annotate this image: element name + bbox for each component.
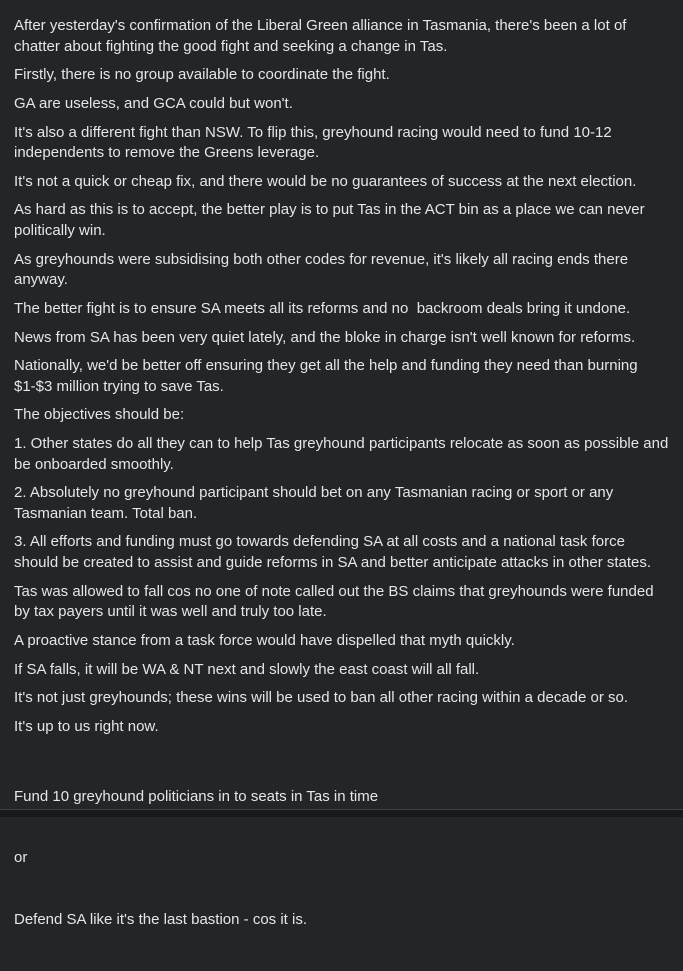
post-paragraph: It's not just greyhounds; these wins will be used to ban all other racing within a decade or so. [14, 689, 629, 707]
closing-line: Defend SA like it's the last bastion - cos it is. [14, 910, 307, 928]
post-paragraph: After yesterday's confirmation of the Liberal Green alliance in Tasmania, there's been a lot of chatter about fighting the good fight and seeking a change in Tas. [14, 17, 631, 55]
post-paragraph: Tas was allowed to fall cos no one of note called out the BS claims that greyhounds were funded by tax payers until it was well and truly too late. [14, 582, 658, 621]
post-paragraph: As hard as this is to accept, the better play is to put Tas in the ACT bin as a place we can never politically win. [14, 201, 649, 239]
post-paragraph: It's up to us right now. [14, 717, 159, 735]
post-paragraph: GA are useless, and GCA could but won't. [14, 94, 293, 112]
post-paragraph: Firstly, there is no group available to coordinate the fight. [14, 66, 390, 84]
post-paragraph: It's also a different fight than NSW. To flip this, greyhound racing would need to fund 10-12 independents to remove the Greens leverage. [14, 123, 616, 162]
post-closing-paragraph [14, 746, 669, 971]
post-paragraph: Nationally, we'd be better off ensuring they get all the help and funding they need than burning $1-$3 million trying to save Tas. [14, 357, 642, 395]
post-paragraph: A proactive stance from a task force would have dispelled that myth quickly. [14, 631, 515, 649]
post-paragraph: 1. Other states do all they can to help Tas greyhound participants relocate as soon as possible and be onboarded smoothly. [14, 435, 673, 473]
post-paragraph: If SA falls, it will be WA & NT next and slowly the east coast will all fall. [14, 660, 480, 678]
post-paragraph: The better fight is to ensure SA meets all its reforms and no backroom deals bring it undone. [14, 299, 631, 317]
post-divider [0, 809, 683, 817]
post-paragraph: News from SA has been very quiet lately, and the bloke in charge isn't well known for reforms. [14, 328, 636, 346]
post-paragraph: The objectives should be: [14, 406, 185, 424]
post-paragraph: As greyhounds were subsidising both other codes for revenue, it's likely all racing ends there anyway. [14, 250, 633, 289]
post-paragraph: 3. All efforts and funding must go towards defending SA at all costs and a national task force should be created to assist and guide reforms in SA and better anticipate attacks in other states. [14, 533, 652, 571]
post-paragraph: It's not a quick or cheap fix, and there would be no guarantees of success at the next election. [14, 172, 637, 190]
post-paragraph: 2. Absolutely no greyhound participant should bet on any Tasmanian racing or sport or any Tasmanian team. Total ban. [14, 484, 618, 522]
closing-line: or [14, 849, 28, 867]
closing-line: Fund 10 greyhound politicians in to seats in Tas in time [14, 787, 379, 805]
